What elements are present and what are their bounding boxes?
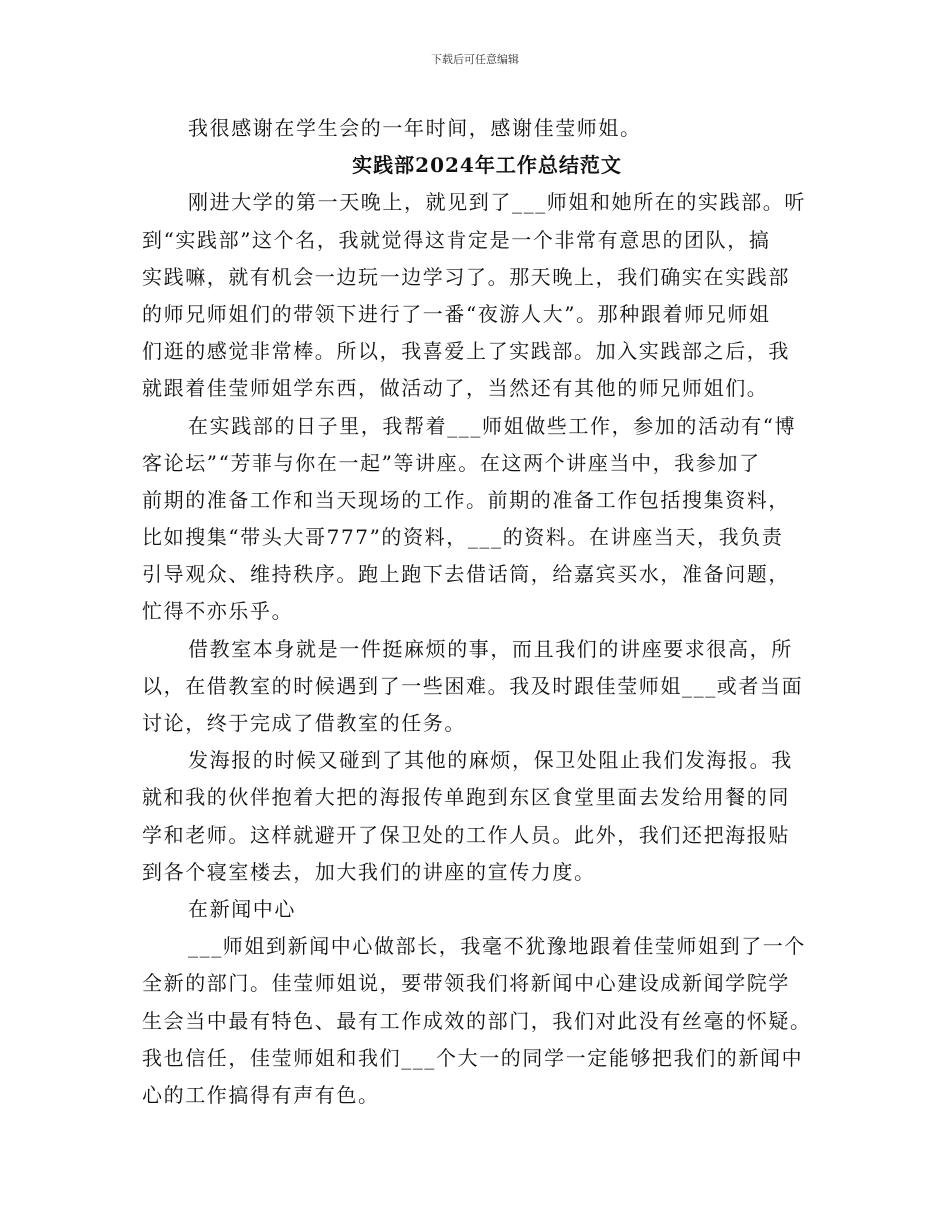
paragraph-line: 借教室本身就是一件挺麻烦的事，而且我们的讲座要求很高，所 [188,636,793,661]
paragraph-line: 前期的准备工作和当天现场的工作。前期的准备工作包括搜集资料， [142,487,790,512]
paragraph-line: 到“实践部”这个名，我就觉得这肯定是一个非常有意思的团队，搞 [142,227,771,252]
document-title: 实践部2024年工作总结范文 [352,153,622,178]
section-heading: 在新闻中心 [188,896,296,921]
paragraph-line: 我也信任，佳莹师姐和我们___个大一的同学一定能够把我们的新闻中 [142,1045,804,1070]
paragraph-line: 心的工作搞得有声有色。 [142,1082,380,1107]
paragraph-line: 比如搜集“带头大哥777”的资料，___的资料。在讲座当天，我负责 [142,525,784,550]
paragraph-line: 到各个寝室楼去，加大我们的讲座的宣传力度。 [142,859,596,884]
paragraph-line: 发海报的时候又碰到了其他的麻烦，保卫处阻止我们发海报。我 [188,748,793,773]
paragraph-line: 忙得不亦乐乎。 [142,599,294,624]
paragraph-line: 刚进大学的第一天晚上，就见到了___师姐和她所在的实践部。听 [188,190,806,215]
paragraph-line: 我很感谢在学生会的一年时间，感谢佳莹师姐。 [188,116,642,140]
paragraph-line: 实践嘛，就有机会一边玩一边学习了。那天晚上，我们确实在实践部 [142,264,790,289]
paragraph-line: 以，在借教室的时候遇到了一些困难。我及时跟佳莹师姐___或者当面 [142,673,804,698]
paragraph-line: 引导观众、维持秩序。跑上跑下去借话筒，给嘉宾买水，准备问题， [142,562,790,587]
page-header: 下载后可任意编辑 [431,53,519,66]
paragraph-line: ___师姐到新闻中心做部长，我毫不犹豫地跟着佳莹师姐到了一个 [188,934,806,959]
paragraph-line: 讨论，终于完成了借教室的任务。 [142,711,466,735]
document-body [142,110,812,1114]
paragraph-line: 客论坛”“芳菲与你在一起”等讲座。在这两个讲座当中，我参加了 [142,450,761,475]
paragraph-line: 就跟着佳莹师姐学东西，做活动了，当然还有其他的师兄师姐们。 [142,376,769,401]
paragraph-line: 们逛的感觉非常棒。所以，我喜爱上了实践部。加入实践部之后，我 [142,339,790,364]
paragraph-line: 全新的部门。佳莹师姐说，要带领我们将新闻中心建设成新闻学院学 [142,971,790,996]
paragraph-line: 生会当中最有特色、最有工作成效的部门，我们对此没有丝毫的怀疑。 [142,1008,812,1033]
paragraph-line: 在实践部的日子里，我帮着___师姐做些工作，参加的活动有“博 [188,413,797,438]
paragraph-line: 就和我的伙伴抱着大把的海报传单跑到东区食堂里面去发给用餐的同 [142,785,790,810]
paragraph-line: 学和老师。这样就避开了保卫处的工作人员。此外，我们还把海报贴 [142,822,790,847]
paragraph-line: 的师兄师姐们的带领下进行了一番“夜游人大”。那种跟着师兄师姐 [142,301,771,326]
